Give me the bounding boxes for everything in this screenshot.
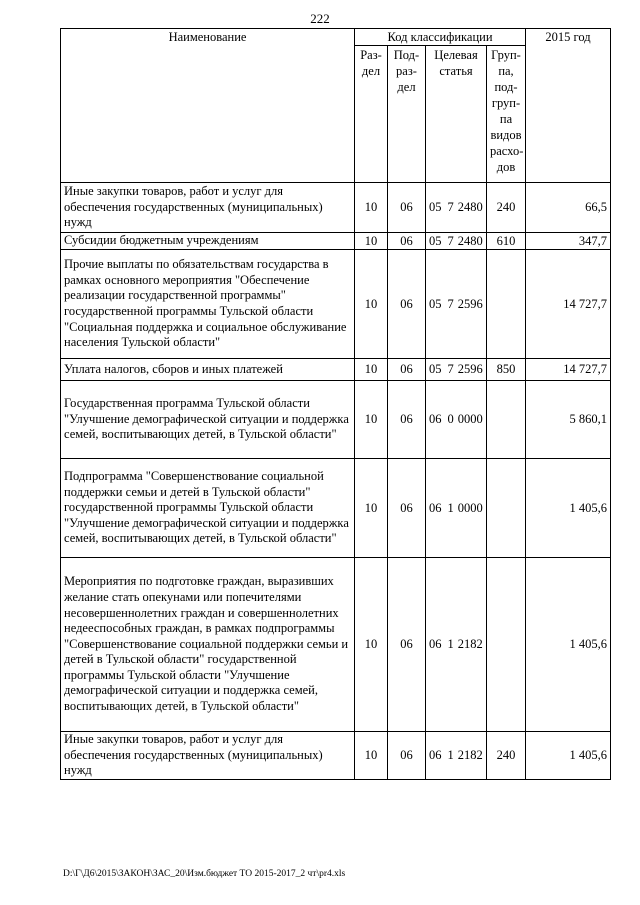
table-row (61, 459, 611, 558)
header-gruppa: Груп- па, под- груп- па видов расхо- дов (487, 46, 526, 183)
row-podrazdel: 06 (388, 558, 426, 732)
row-target-part2: 1 (445, 459, 455, 558)
table-row (61, 558, 611, 732)
row-target-part1: 05 (426, 183, 445, 233)
row-target-part2: 1 (445, 732, 455, 780)
row-razdel: 10 (355, 359, 388, 381)
row-target-part3: 2480 (455, 233, 487, 250)
header-classification: Код классификации (355, 29, 526, 46)
row-target-part3: 2596 (455, 250, 487, 359)
table-row (61, 381, 611, 459)
row-target-part2: 7 (445, 233, 455, 250)
row-razdel: 10 (355, 558, 388, 732)
table-row (61, 183, 611, 233)
row-target-part3: 0000 (455, 459, 487, 558)
row-razdel: 10 (355, 233, 388, 250)
row-name: Иные закупки товаров, работ и услуг для обеспечения государственных (муниципальных) нужд (61, 183, 355, 233)
row-amount: 347,7 (526, 233, 611, 250)
row-podrazdel: 06 (388, 250, 426, 359)
row-target-part1: 06 (426, 459, 445, 558)
header-celevaya: Целевая статья (426, 46, 487, 183)
row-name: Мероприятия по подготовке граждан, выразивших желание стать опекунами или попечителями несовершеннолетних граждан и совершеннолетних недееспособных граждан, в рамках подпрограммы "Совершенствование социальной поддержки семьи и детей в Тульской области" государственной программы Тульской области "Улучшение демографической ситуации и поддержка семей, воспитывающих детей, в Тульской области" (61, 558, 355, 732)
table-row (61, 732, 611, 780)
row-expense-group: 240 (487, 732, 526, 780)
file-path-footer: D:\Г\Д6\2015\ЗАКОН\ЗАС_20\Изм.бюджет ТО 2015-2017_2 чт\pr4.xls (63, 869, 346, 879)
row-target-part3: 2182 (455, 558, 487, 732)
header-name: Наименование (61, 29, 355, 183)
row-name: Субсидии бюджетным учреждениям (61, 233, 355, 250)
row-target-part2: 7 (445, 183, 455, 233)
row-expense-group: 240 (487, 183, 526, 233)
header-row (61, 29, 611, 46)
row-target-part1: 06 (426, 732, 445, 780)
row-target-part3: 2596 (455, 359, 487, 381)
header-year: 2015 год (526, 29, 611, 183)
row-amount: 5 860,1 (526, 381, 611, 459)
table-row (61, 359, 611, 381)
row-podrazdel: 06 (388, 459, 426, 558)
row-amount: 1 405,6 (526, 558, 611, 732)
header-razdel: Раз- дел (355, 46, 388, 183)
table-row (61, 250, 611, 359)
row-name: Прочие выплаты по обязательствам государства в рамках основного мероприятия "Обеспечение реализации государственной программы" государственной программы Тульской области "Социальная поддержка и социальное обслуживание населения Тульской области" (61, 250, 355, 359)
page-number: 222 (310, 11, 330, 26)
row-name: Государственная программа Тульской области "Улучшение демографической ситуации и поддержка семей, воспитывающих детей, в Тульской области" (61, 381, 355, 459)
row-razdel: 10 (355, 183, 388, 233)
table-row (61, 233, 611, 250)
row-podrazdel: 06 (388, 359, 426, 381)
row-target-part2: 0 (445, 381, 455, 459)
budget-table (60, 28, 611, 780)
row-target-part1: 05 (426, 359, 445, 381)
row-expense-group (487, 558, 526, 732)
row-razdel: 10 (355, 250, 388, 359)
row-name: Уплата налогов, сборов и иных платежей (61, 359, 355, 381)
row-target-part1: 05 (426, 233, 445, 250)
row-razdel: 10 (355, 459, 388, 558)
row-podrazdel: 06 (388, 233, 426, 250)
row-expense-group: 850 (487, 359, 526, 381)
row-podrazdel: 06 (388, 183, 426, 233)
row-podrazdel: 06 (388, 381, 426, 459)
row-target-part2: 7 (445, 359, 455, 381)
row-target-part3: 2182 (455, 732, 487, 780)
row-razdel: 10 (355, 381, 388, 459)
row-amount: 14 727,7 (526, 359, 611, 381)
row-target-part2: 1 (445, 558, 455, 732)
row-target-part2: 7 (445, 250, 455, 359)
row-razdel: 10 (355, 732, 388, 780)
row-expense-group (487, 459, 526, 558)
row-name: Иные закупки товаров, работ и услуг для обеспечения государственных (муниципальных) нужд (61, 732, 355, 780)
row-target-part3: 2480 (455, 183, 487, 233)
header-podrazdel: Под- раз- дел (388, 46, 426, 183)
row-expense-group (487, 381, 526, 459)
row-target-part1: 06 (426, 381, 445, 459)
row-amount: 66,5 (526, 183, 611, 233)
row-amount: 1 405,6 (526, 459, 611, 558)
row-podrazdel: 06 (388, 732, 426, 780)
row-amount: 1 405,6 (526, 732, 611, 780)
row-expense-group: 610 (487, 233, 526, 250)
row-target-part1: 06 (426, 558, 445, 732)
row-name: Подпрограмма "Совершенствование социальной поддержки семьи и детей в Тульской области" государственной программы Тульской области "Улучшение демографической ситуации и поддержка семей, воспитывающих детей, в Тульской области" (61, 459, 355, 558)
row-target-part3: 0000 (455, 381, 487, 459)
row-target-part1: 05 (426, 250, 445, 359)
row-amount: 14 727,7 (526, 250, 611, 359)
row-expense-group (487, 250, 526, 359)
